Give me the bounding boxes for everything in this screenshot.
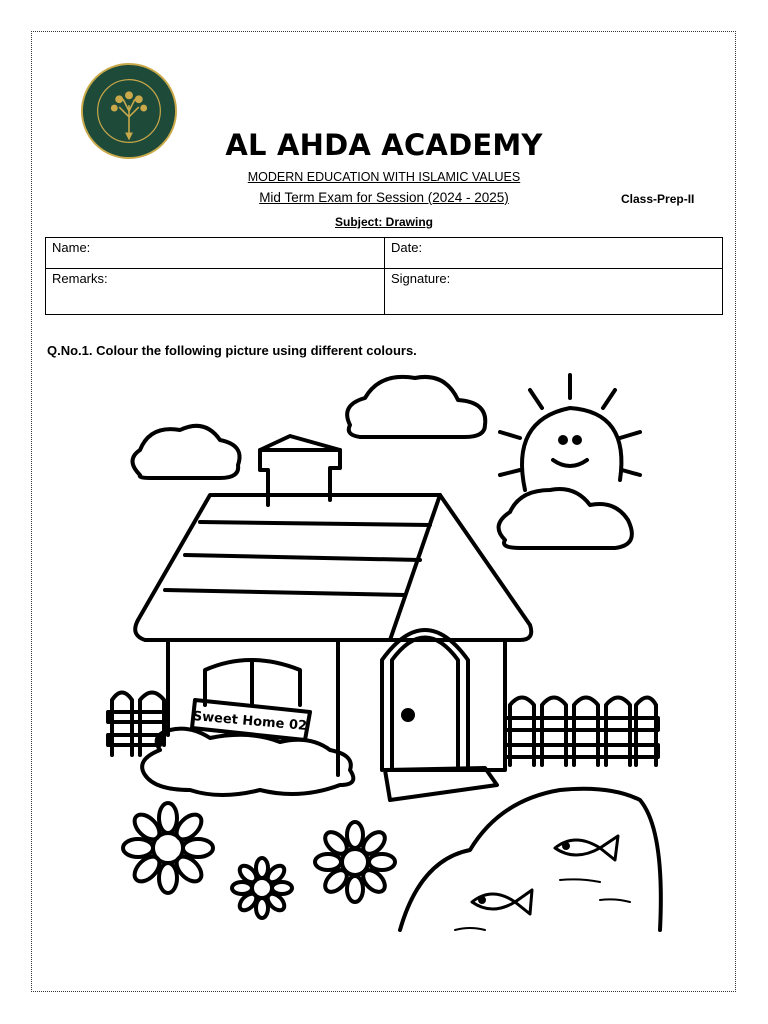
cloud-top <box>347 377 485 437</box>
cloud-left <box>133 426 240 478</box>
sweet-home-sign: Sweet Home 02 <box>192 709 308 734</box>
signature-field[interactable]: Signature: <box>385 269 723 315</box>
flower-small <box>232 858 292 918</box>
school-name: AL AHDA ACADEMY <box>225 128 543 162</box>
house-door <box>392 638 458 771</box>
flower-large <box>123 803 213 893</box>
date-field[interactable]: Date: <box>385 238 723 269</box>
remarks-field[interactable]: Remarks: <box>46 269 385 315</box>
bush <box>142 729 353 795</box>
name-field[interactable]: Name: <box>46 238 385 269</box>
fence-right <box>505 698 658 766</box>
exam-session: Mid Term Exam for Session (2024 - 2025) <box>259 190 509 205</box>
cloud-right <box>499 489 632 548</box>
student-info-table <box>45 237 723 315</box>
school-tagline: MODERN EDUCATION WITH ISLAMIC VALUES <box>247 170 521 184</box>
class-label: Class-Prep-II <box>621 192 695 206</box>
subject-label: Subject: Drawing <box>334 215 433 229</box>
house-roof <box>135 495 440 640</box>
sun-icon <box>522 408 621 490</box>
question-text: Q.No.1. Colour the following picture using different colours. <box>47 343 417 358</box>
flower-medium <box>315 822 395 902</box>
coloring-picture <box>100 365 670 935</box>
